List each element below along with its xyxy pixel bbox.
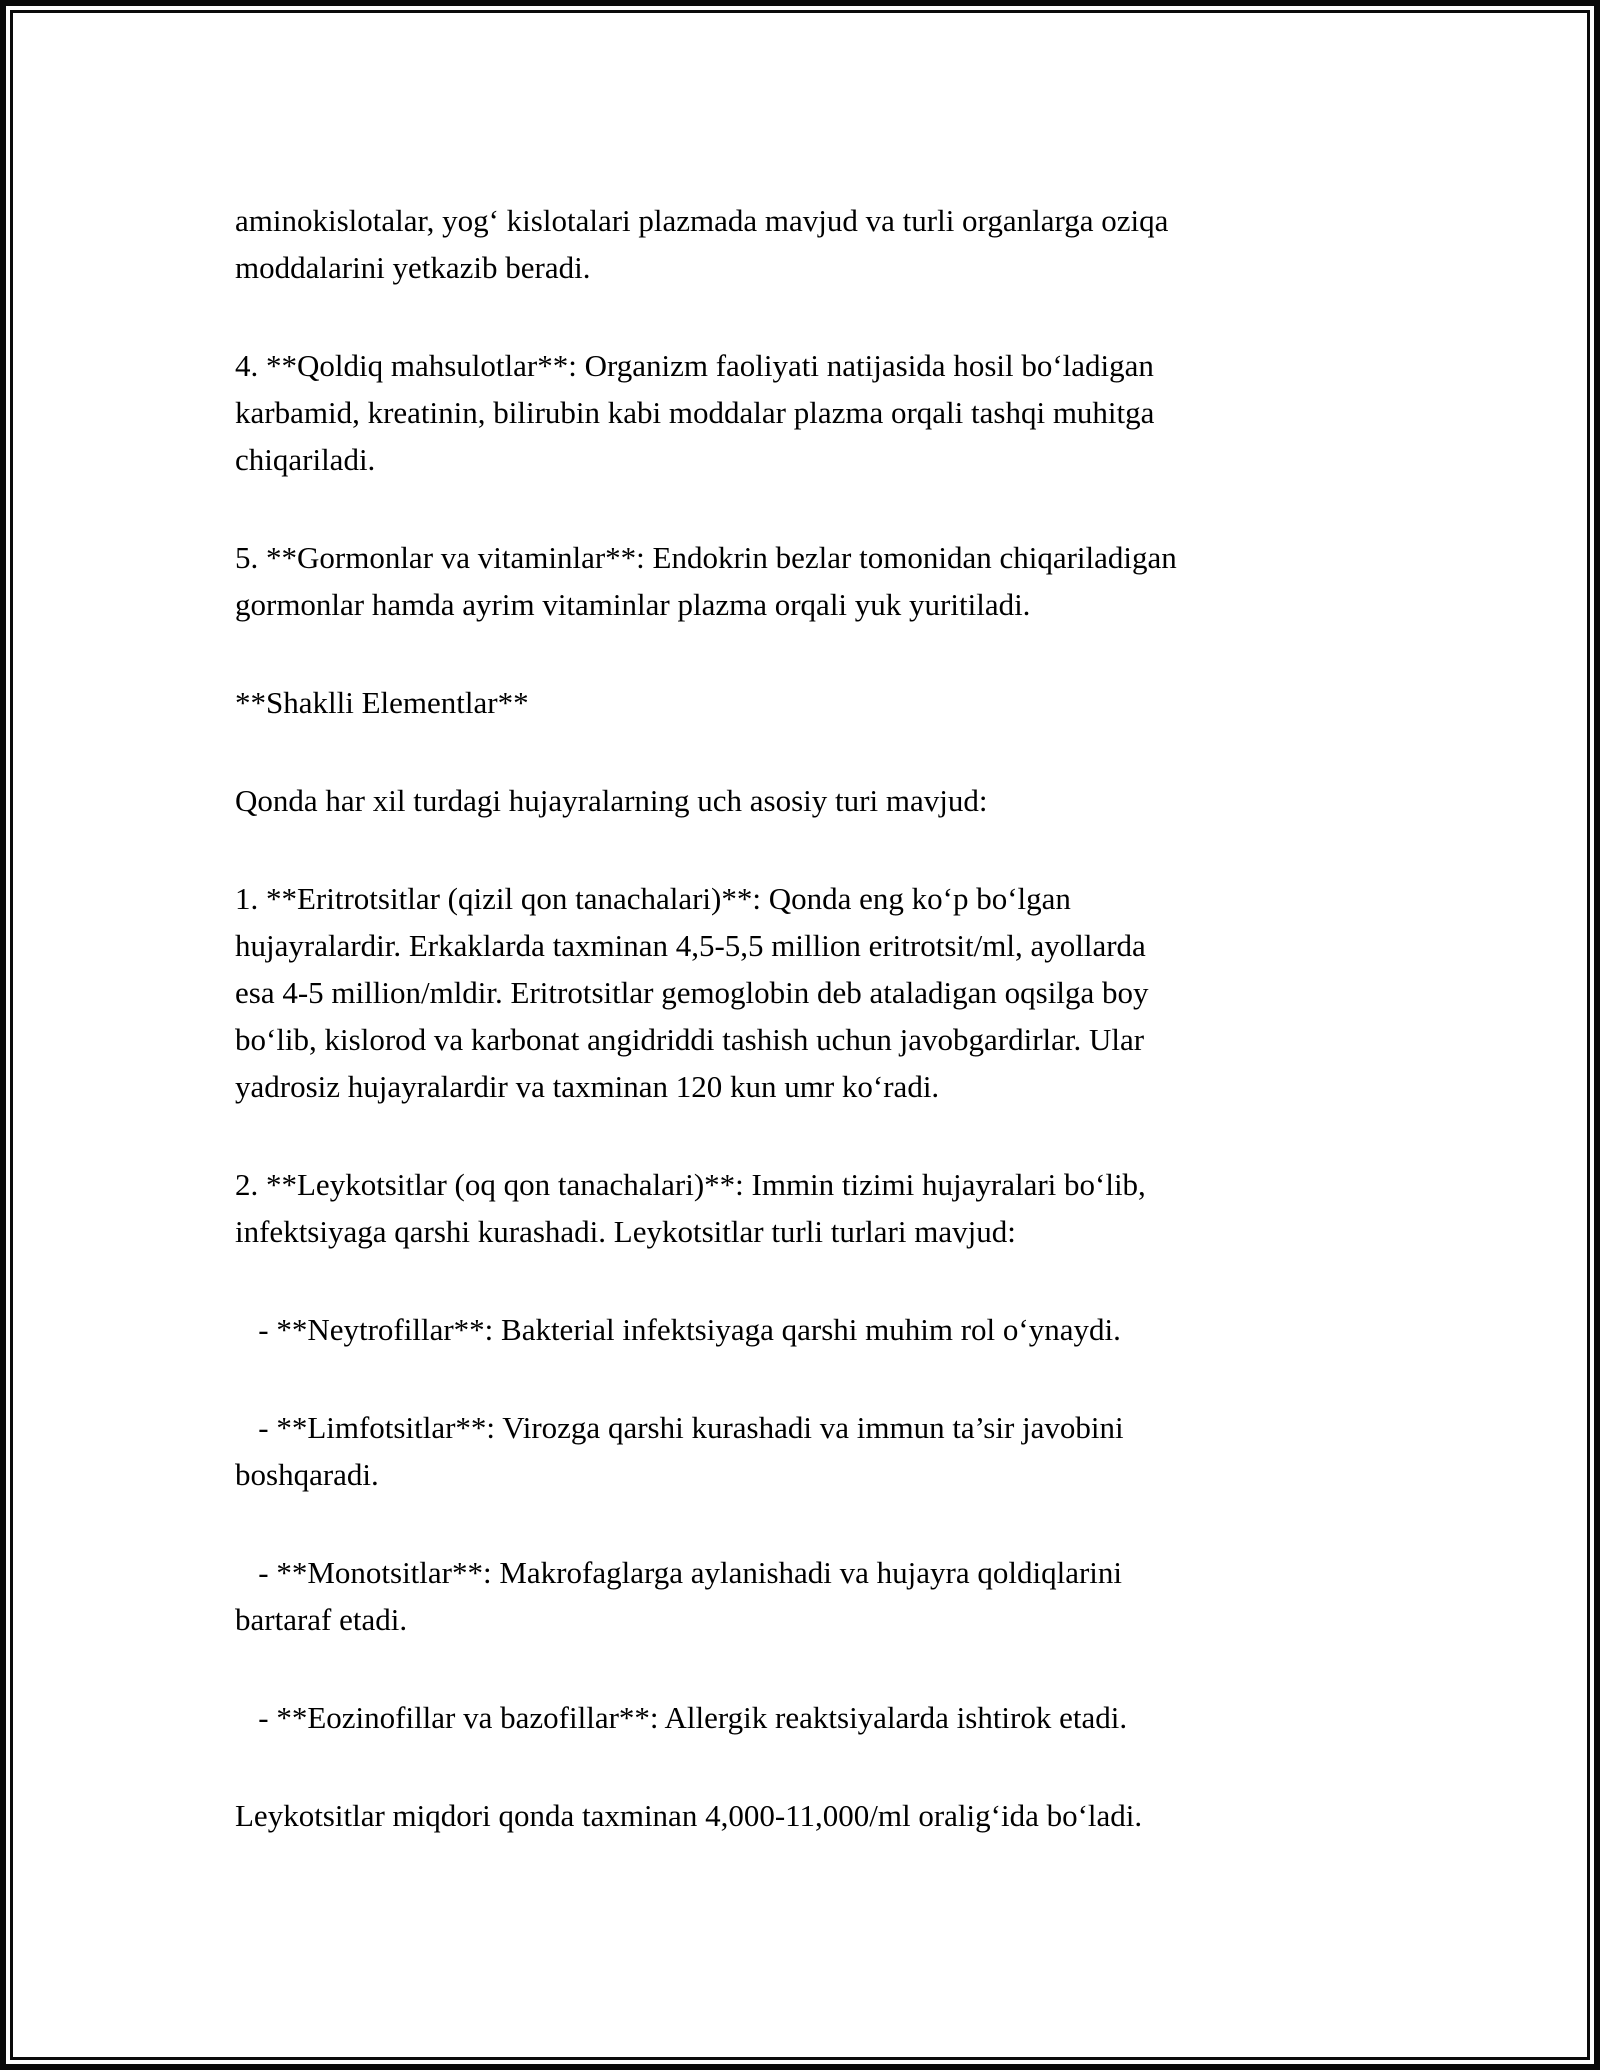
- paragraph: [235, 1404, 1377, 1498]
- text-line: Qonda har xil turdagi hujayralarning uch asosiy turi mavjud:: [235, 783, 988, 818]
- paragraph: [235, 875, 1377, 1110]
- text-line: - **Monotsitlar**: Makrofaglarga aylanishadi va hujayra qoldiqlarini: [235, 1555, 1123, 1590]
- text-line: 2. **Leykotsitlar (oq qon tanachalari)**: Immin tizimi hujayralari bo‘lib,: [235, 1167, 1146, 1202]
- paragraph: [235, 777, 1377, 824]
- paragraph: [235, 1549, 1377, 1643]
- text-line: hujayralardir. Erkaklarda taxminan 4,5-5,5 million eritrotsit/ml, ayollarda: [235, 928, 1146, 963]
- text-line: - **Eozinofillar va bazofillar**: Allergik reaktsiyalarda ishtirok etadi.: [235, 1700, 1128, 1735]
- text-line: **Shaklli Elementlar**: [235, 685, 529, 720]
- paragraph: [235, 1161, 1377, 1255]
- text-line: - **Limfotsitlar**: Virozga qarshi kurashadi va immun ta’sir javobini: [235, 1410, 1124, 1445]
- paragraph: [235, 534, 1377, 628]
- text-line: 5. **Gormonlar va vitaminlar**: Endokrin bezlar tomonidan chiqariladigan: [235, 540, 1177, 575]
- text-line: karbamid, kreatinin, bilirubin kabi moddalar plazma orqali tashqi muhitga: [235, 395, 1155, 430]
- page-inner-border: [10, 10, 1590, 2060]
- text-line: esa 4-5 million/mldir. Eritrotsitlar gemoglobin deb ataladigan oqsilga boy: [235, 975, 1149, 1010]
- paragraph: [235, 197, 1377, 291]
- text-line: chiqariladi.: [235, 442, 376, 477]
- text-line: - **Neytrofillar**: Bakterial infektsiyaga qarshi muhim rol o‘ynaydi.: [235, 1312, 1121, 1347]
- text-line: yadrosiz hujayralardir va taxminan 120 kun umr ko‘radi.: [235, 1069, 940, 1104]
- paragraph: [235, 1694, 1377, 1741]
- text-line: aminokislotalar, yog‘ kislotalari plazmada mavjud va turli organlarga oziqa: [235, 203, 1169, 238]
- text-line: 4. **Qoldiq mahsulotlar**: Organizm faoliyati natijasida hosil bo‘ladigan: [235, 348, 1154, 383]
- text-line: 1. **Eritrotsitlar (qizil qon tanachalari)**: Qonda eng ko‘p bo‘lgan: [235, 881, 1071, 916]
- text-line: boshqaradi.: [235, 1457, 379, 1492]
- paragraph: [235, 679, 1377, 726]
- paragraph: [235, 342, 1377, 483]
- text-line: moddalarini yetkazib beradi.: [235, 250, 591, 285]
- paragraph: [235, 1792, 1377, 1839]
- text-line: bo‘lib, kislorod va karbonat angidriddi tashish uchun javobgardirlar. Ular: [235, 1022, 1145, 1057]
- document-content: [235, 197, 1377, 1839]
- text-line: bartaraf etadi.: [235, 1602, 408, 1637]
- text-line: infektsiyaga qarshi kurashadi. Leykotsitlar turli turlari mavjud:: [235, 1214, 1016, 1249]
- text-line: Leykotsitlar miqdori qonda taxminan 4,000-11,000/ml oralig‘ida bo‘ladi.: [235, 1798, 1143, 1833]
- paragraph: [235, 1306, 1377, 1353]
- text-line: gormonlar hamda ayrim vitaminlar plazma orqali yuk yuritiladi.: [235, 587, 1031, 622]
